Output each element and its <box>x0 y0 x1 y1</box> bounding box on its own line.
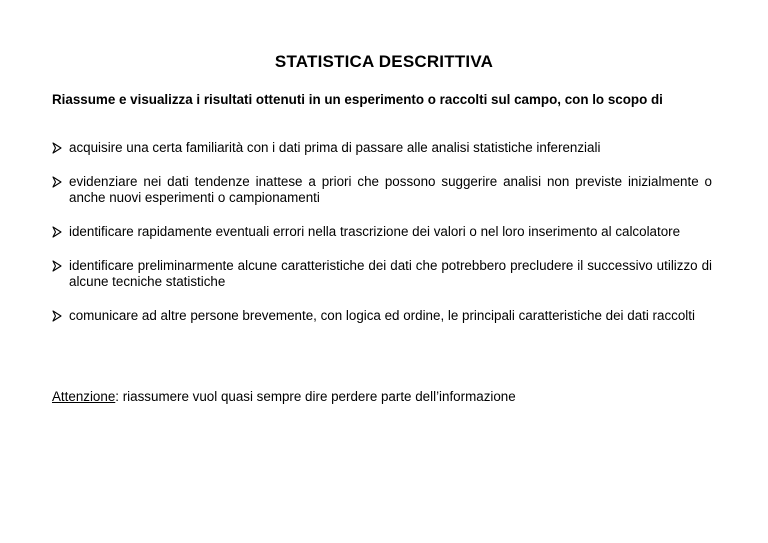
attention-note <box>52 389 712 405</box>
arrowhead-bullet-icon <box>52 142 62 154</box>
list-item-text: comunicare ad altre persone brevemente, con logica ed ordine, le principali caratteristiche dei dati raccolti <box>69 308 695 323</box>
arrowhead-bullet-icon <box>52 310 62 322</box>
arrowhead-bullet-icon <box>52 260 62 272</box>
list-item <box>52 224 712 240</box>
list-item <box>52 258 712 290</box>
list-item-text: identificare preliminarmente alcune caratteristiche dei dati che potrebbero precludere il successivo utilizzo di alcune tecniche statistiche <box>69 258 712 289</box>
list-item <box>52 308 712 324</box>
list-item <box>52 140 712 156</box>
attention-text: : riassumere vuol quasi sempre dire perdere parte dell’informazione <box>115 389 516 404</box>
list-item <box>52 174 712 206</box>
list-item-text: acquisire una certa familiarità con i dati prima di passare alle analisi statistiche inferenziali <box>69 140 601 155</box>
list-item-text: identificare rapidamente eventuali errori nella trascrizione dei valori o nel loro inserimento al calcolatore <box>69 224 681 239</box>
intro-paragraph: Riassume e visualizza i risultati ottenuti in un esperimento o raccolti sul campo, con lo scopo di <box>52 92 663 107</box>
list-item-text: evidenziare nei dati tendenze inattese a priori che possono suggerire analisi non previste inizialmente o anche nuovi esperimenti o campionamenti <box>69 174 712 205</box>
arrowhead-bullet-icon <box>52 176 62 188</box>
arrowhead-bullet-icon <box>52 226 62 238</box>
bullet-list <box>52 140 712 342</box>
page-title: STATISTICA DESCRITTIVA <box>274 52 494 71</box>
attention-label: Attenzione <box>52 389 116 404</box>
